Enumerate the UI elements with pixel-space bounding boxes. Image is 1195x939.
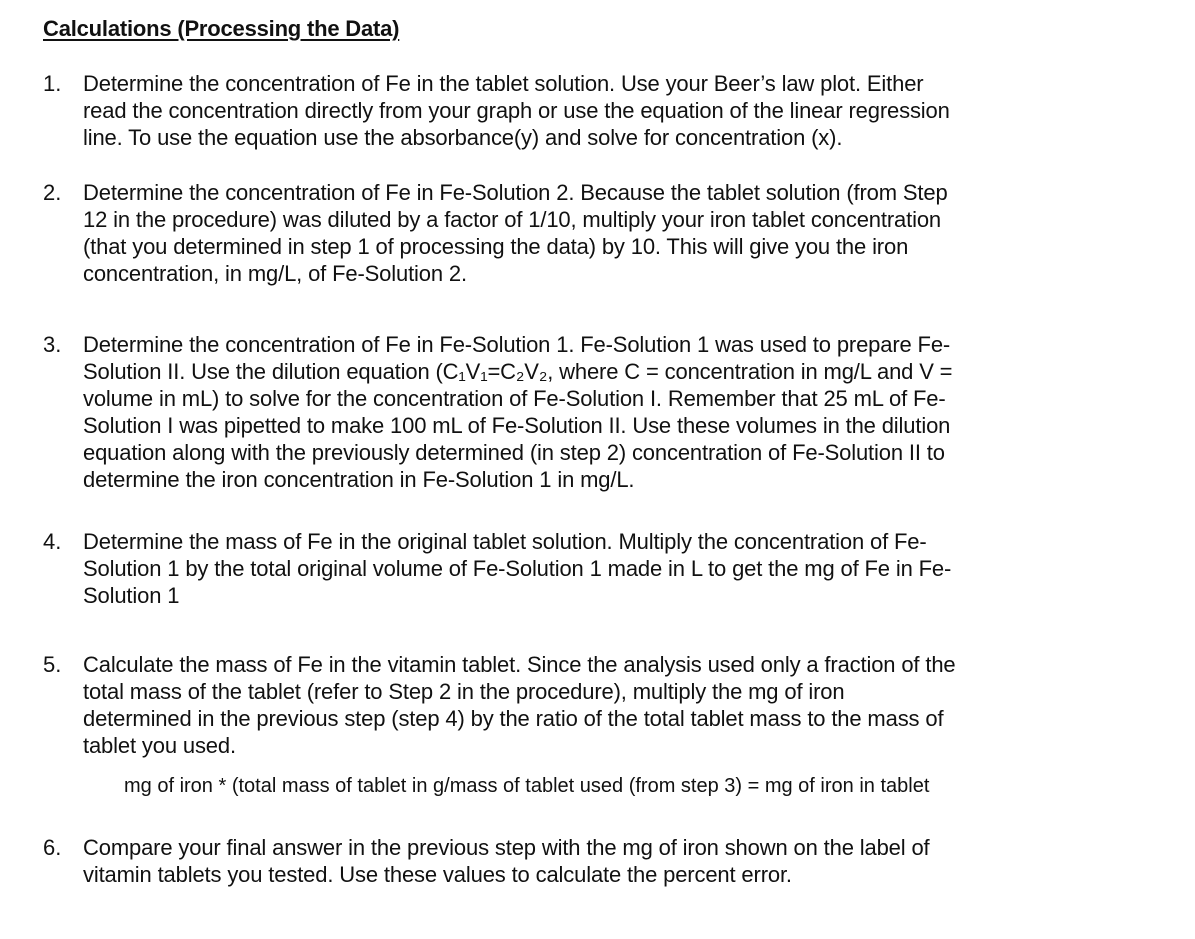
step-number: 2. bbox=[43, 180, 62, 205]
text-line: determine the iron concentration in Fe-Solution 1 in mg/L. bbox=[83, 467, 635, 492]
text-line: Determine the concentration of Fe in Fe-Solution 1. Fe-Solution 1 was used to prepare Fe- bbox=[83, 332, 951, 357]
text-line: determined in the previous step (step 4) by the ratio of the total tablet mass to the mass of bbox=[83, 706, 944, 731]
text-line: read the concentration directly from your graph or use the equation of the linear regression bbox=[83, 98, 950, 123]
text-line: Determine the mass of Fe in the original tablet solution. Multiply the concentration of Fe- bbox=[83, 529, 927, 554]
text-line: 12 in the procedure) was diluted by a factor of 1/10, multiply your iron tablet concentration bbox=[83, 207, 941, 232]
text-line: tablet you used. bbox=[83, 733, 236, 758]
step-number: 5. bbox=[43, 652, 62, 677]
text-line: equation along with the previously determined (in step 2) concentration of Fe-Solution II to bbox=[83, 440, 945, 465]
text-line: Calculate the mass of Fe in the vitamin tablet. Since the analysis used only a fraction of the bbox=[83, 652, 956, 677]
step-text bbox=[83, 528, 1163, 609]
text-line: Solution 1 by the total original volume of Fe-Solution 1 made in L to get the mg of Fe in Fe- bbox=[83, 556, 952, 581]
step-text bbox=[83, 834, 1163, 888]
text-line: volume in mL) to solve for the concentration of Fe-Solution I. Remember that 25 mL of Fe- bbox=[83, 386, 946, 411]
text-line: line. To use the equation use the absorbance(y) and solve for concentration (x). bbox=[83, 125, 843, 150]
text-line: Compare your final answer in the previous step with the mg of iron shown on the label of bbox=[83, 835, 930, 860]
text-line: concentration, in mg/L, of Fe-Solution 2. bbox=[83, 261, 467, 286]
section-heading: Calculations (Processing the Data) bbox=[43, 16, 400, 41]
step-text bbox=[83, 179, 1163, 287]
text-line: (that you determined in step 1 of processing the data) by 10. This will give you the iron bbox=[83, 234, 909, 259]
step-text bbox=[83, 651, 1163, 759]
step-text bbox=[83, 70, 1163, 151]
text-line: Solution II. Use the dilution equation (C₁V₁=C₂V₂, where C = concentration in mg/L and V = bbox=[83, 359, 953, 384]
text-line: Determine the concentration of Fe in Fe-Solution 2. Because the tablet solution (from Step bbox=[83, 180, 948, 205]
step-number: 4. bbox=[43, 529, 62, 554]
step-number: 6. bbox=[43, 835, 62, 860]
step-number: 3. bbox=[43, 332, 62, 357]
iron-mass-formula: mg of iron * (total mass of tablet in g/mass of tablet used (from step 3) = mg of iron in tablet bbox=[124, 775, 930, 797]
text-line: Solution I was pipetted to make 100 mL of Fe-Solution II. Use these volumes in the dilution bbox=[83, 413, 951, 438]
text-line: total mass of the tablet (refer to Step 2 in the procedure), multiply the mg of iron bbox=[83, 679, 845, 704]
text-line: Solution 1 bbox=[83, 583, 180, 608]
step-text bbox=[83, 331, 1163, 493]
text-line: Determine the concentration of Fe in the tablet solution. Use your Beer’s law plot. Either bbox=[83, 71, 924, 96]
step-number: 1. bbox=[43, 71, 62, 96]
text-line: vitamin tablets you tested. Use these values to calculate the percent error. bbox=[83, 862, 792, 887]
